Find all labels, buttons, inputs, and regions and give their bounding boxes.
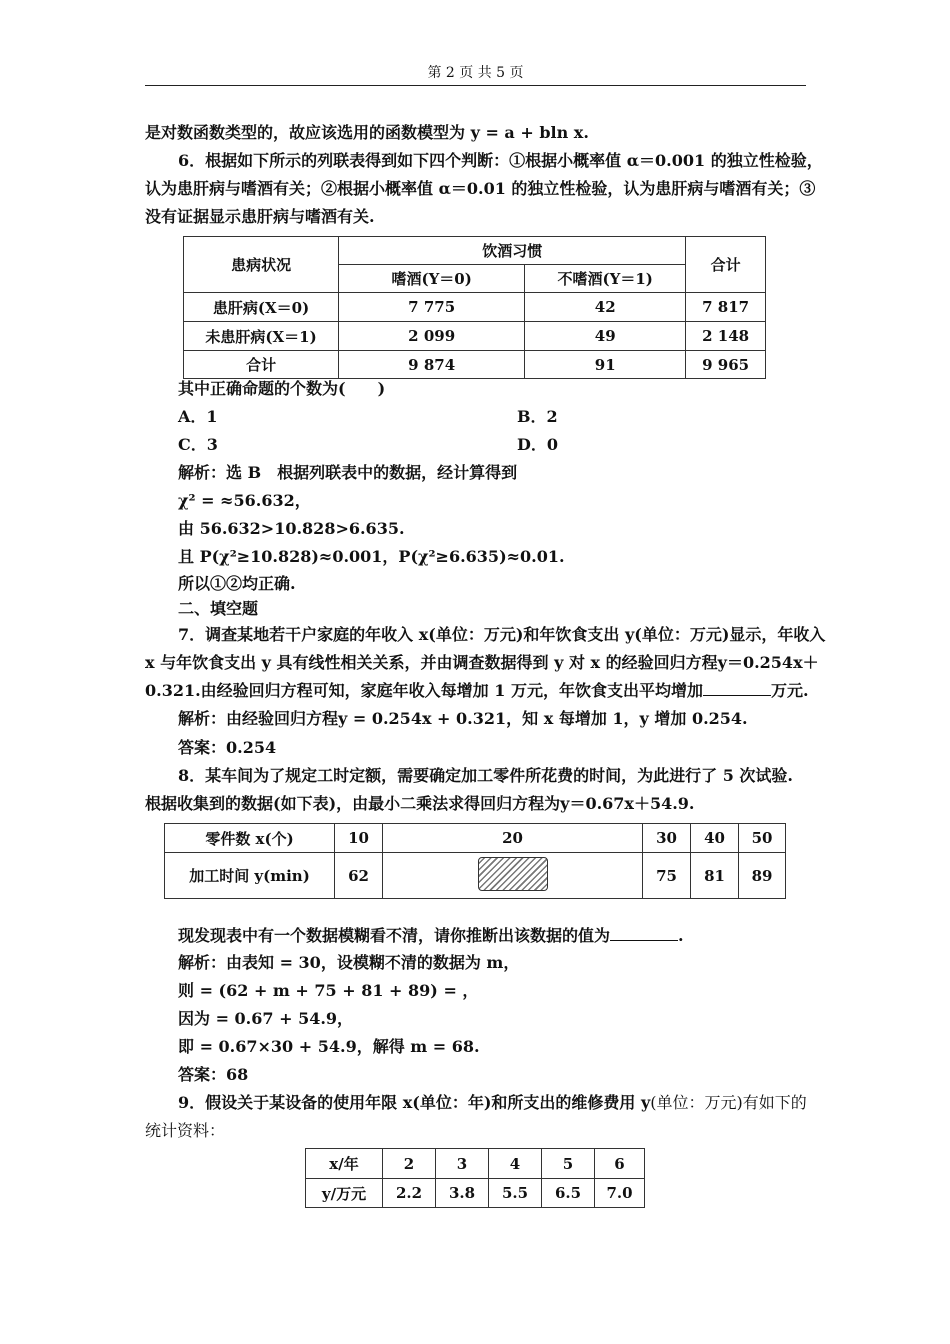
answer-blank — [703, 681, 771, 696]
maintenance-table — [305, 1148, 645, 1208]
table-cell: 49 — [525, 322, 686, 351]
table-header: 患病状况 — [184, 237, 339, 293]
question-7-line: x 与年饮食支出 y 具有线性相关关系，并由调查数据得到 y 对 x 的经验回归方程y＝0.254x＋ — [145, 653, 819, 672]
table-header: 饮酒习惯 — [339, 237, 686, 265]
answer-8-line: 答案：68 — [178, 1065, 249, 1084]
question-7-text: 万元. — [770, 681, 809, 700]
table-cell: 6 — [595, 1149, 645, 1179]
table-cell: 2.2 — [383, 1179, 436, 1208]
answer-6-line: 由 56.632>10.828>6.635. — [178, 519, 405, 538]
question-9-line — [178, 1092, 807, 1114]
table-cell: 30 — [643, 824, 691, 853]
question-6-line: 认为患肝病与嗜酒有关；②根据小概率值 α＝0.01 的独立性检验，认为患肝病与嗜酒有关；③ — [145, 179, 816, 198]
answer-7-line: 解析：由经验回归方程y = 0.254x + 0.321，知 x 每增加 1，y 增加 0.254. — [178, 709, 748, 728]
answer-7-line: 答案：0.254 — [178, 738, 277, 757]
table-row — [184, 322, 766, 351]
table-header: 加工时间 y(min) — [165, 853, 335, 899]
question-7-line — [145, 680, 809, 702]
question-7-text: 0.321.由经验回归方程可知，家庭年收入每增加 1 万元，年饮食支出平均增加 — [145, 681, 703, 700]
table-cell: 10 — [335, 824, 383, 853]
question-8-line: 根据收集到的数据(如下表)，由最小二乘法求得回归方程为y＝0.67x＋54.9. — [145, 794, 695, 813]
answer-6-line: 且 P(χ²≥10.828)≈0.001，P(χ²≥6.635)≈0.01. — [178, 547, 565, 566]
text-line: 是对数函数类型的，故应该选用的函数模型为 y = a + bln x. — [145, 123, 589, 142]
table-cell: 3 — [436, 1149, 489, 1179]
table-header: y/万元 — [306, 1179, 383, 1208]
question-8-text: 现发现表中有一个数据模糊看不清，请你推断出该数据的值为 — [178, 926, 611, 945]
table-cell: 75 — [643, 853, 691, 899]
table-header: 不嗜酒(Y＝1) — [525, 265, 686, 293]
table-cell: 91 — [525, 351, 686, 379]
table-row — [306, 1179, 645, 1208]
table-cell: 7 817 — [686, 293, 766, 322]
table-header: 嗜酒(Y＝0) — [339, 265, 525, 293]
table-row — [306, 1149, 645, 1179]
table-cell: 2 099 — [339, 322, 525, 351]
table-row — [165, 824, 786, 853]
table-row — [184, 293, 766, 322]
table-header: x/年 — [306, 1149, 383, 1179]
table-cell: 未患肝病(X＝1) — [184, 322, 339, 351]
answer-6-line: 解析：选 B 根据列联表中的数据，经计算得到 — [178, 463, 518, 482]
table-cell: 81 — [691, 853, 739, 899]
table-cell: 7 775 — [339, 293, 525, 322]
regression-table — [164, 823, 786, 899]
question-6-line: 没有证据显示患肝病与嗜酒有关. — [145, 207, 375, 226]
question-8-text: . — [678, 926, 684, 945]
contingency-table — [183, 236, 766, 379]
header-rule — [145, 85, 806, 86]
answer-6-line: χ² = ≈56.632， — [178, 491, 311, 510]
question-8-line: 8．某车间为了规定工时定额，需要确定加工零件所花费的时间，为此进行了 5 次试验. — [178, 766, 793, 785]
table-cell: 4 — [489, 1149, 542, 1179]
answer-6-line: 所以①②均正确. — [178, 574, 296, 593]
table-cell: 7.0 — [595, 1179, 645, 1208]
blurred-cell — [383, 853, 643, 899]
answer-8-line: 因为 = 0.67 + 54.9， — [178, 1009, 354, 1028]
table-cell: 3.8 — [436, 1179, 489, 1208]
table-cell: 6.5 — [542, 1179, 595, 1208]
table-cell: 2 148 — [686, 322, 766, 351]
question-8-line — [178, 925, 684, 947]
question-7-line: 7．调查某地若干户家庭的年收入 x(单位：万元)和年饮食支出 y(单位：万元)显示，年收入 — [178, 625, 826, 644]
table-cell: 2 — [383, 1149, 436, 1179]
table-header: 零件数 x(个) — [165, 824, 335, 853]
question-6-line: 6．根据如下所示的列联表得到如下四个判断：①根据小概率值 α＝0.001 的独立性检验， — [178, 151, 823, 170]
question-6-ask: 其中正确命题的个数为( ) — [178, 379, 386, 398]
table-cell: 患肝病(X＝0) — [184, 293, 339, 322]
table-cell: 20 — [383, 824, 643, 853]
table-cell: 62 — [335, 853, 383, 899]
answer-8-line: 解析：由表知 = 30，设模糊不清的数据为 m， — [178, 953, 520, 972]
option-b: B．2 — [517, 407, 558, 426]
table-cell: 42 — [525, 293, 686, 322]
table-cell: 50 — [739, 824, 786, 853]
blurred-data-patch — [478, 857, 548, 891]
table-row — [165, 853, 786, 899]
question-9-text: (单位：万元)有如下的 — [650, 1093, 807, 1112]
table-cell: 40 — [691, 824, 739, 853]
page-header: 第 2 页 共 5 页 — [427, 65, 524, 81]
section-title: 二、填空题 — [178, 599, 259, 618]
table-cell: 89 — [739, 853, 786, 899]
table-cell: 9 874 — [339, 351, 525, 379]
table-cell: 合计 — [184, 351, 339, 379]
table-cell: 5.5 — [489, 1179, 542, 1208]
table-cell: 9 965 — [686, 351, 766, 379]
table-header: 合计 — [686, 237, 766, 293]
question-9-text: 9．假设关于某设备的使用年限 x(单位：年)和所支出的维修费用 y — [178, 1093, 651, 1112]
option-a: A．1 — [178, 407, 218, 426]
option-d: D．0 — [517, 435, 559, 454]
table-cell: 5 — [542, 1149, 595, 1179]
answer-blank — [610, 926, 678, 941]
table-row — [184, 351, 766, 379]
answer-8-line: 则 = (62 + m + 75 + 81 + 89) = ， — [178, 981, 479, 1000]
option-c: C．3 — [178, 435, 218, 454]
answer-8-line: 即 = 0.67×30 + 54.9，解得 m = 68. — [178, 1037, 480, 1056]
question-9-line: 统计资料： — [145, 1121, 226, 1140]
